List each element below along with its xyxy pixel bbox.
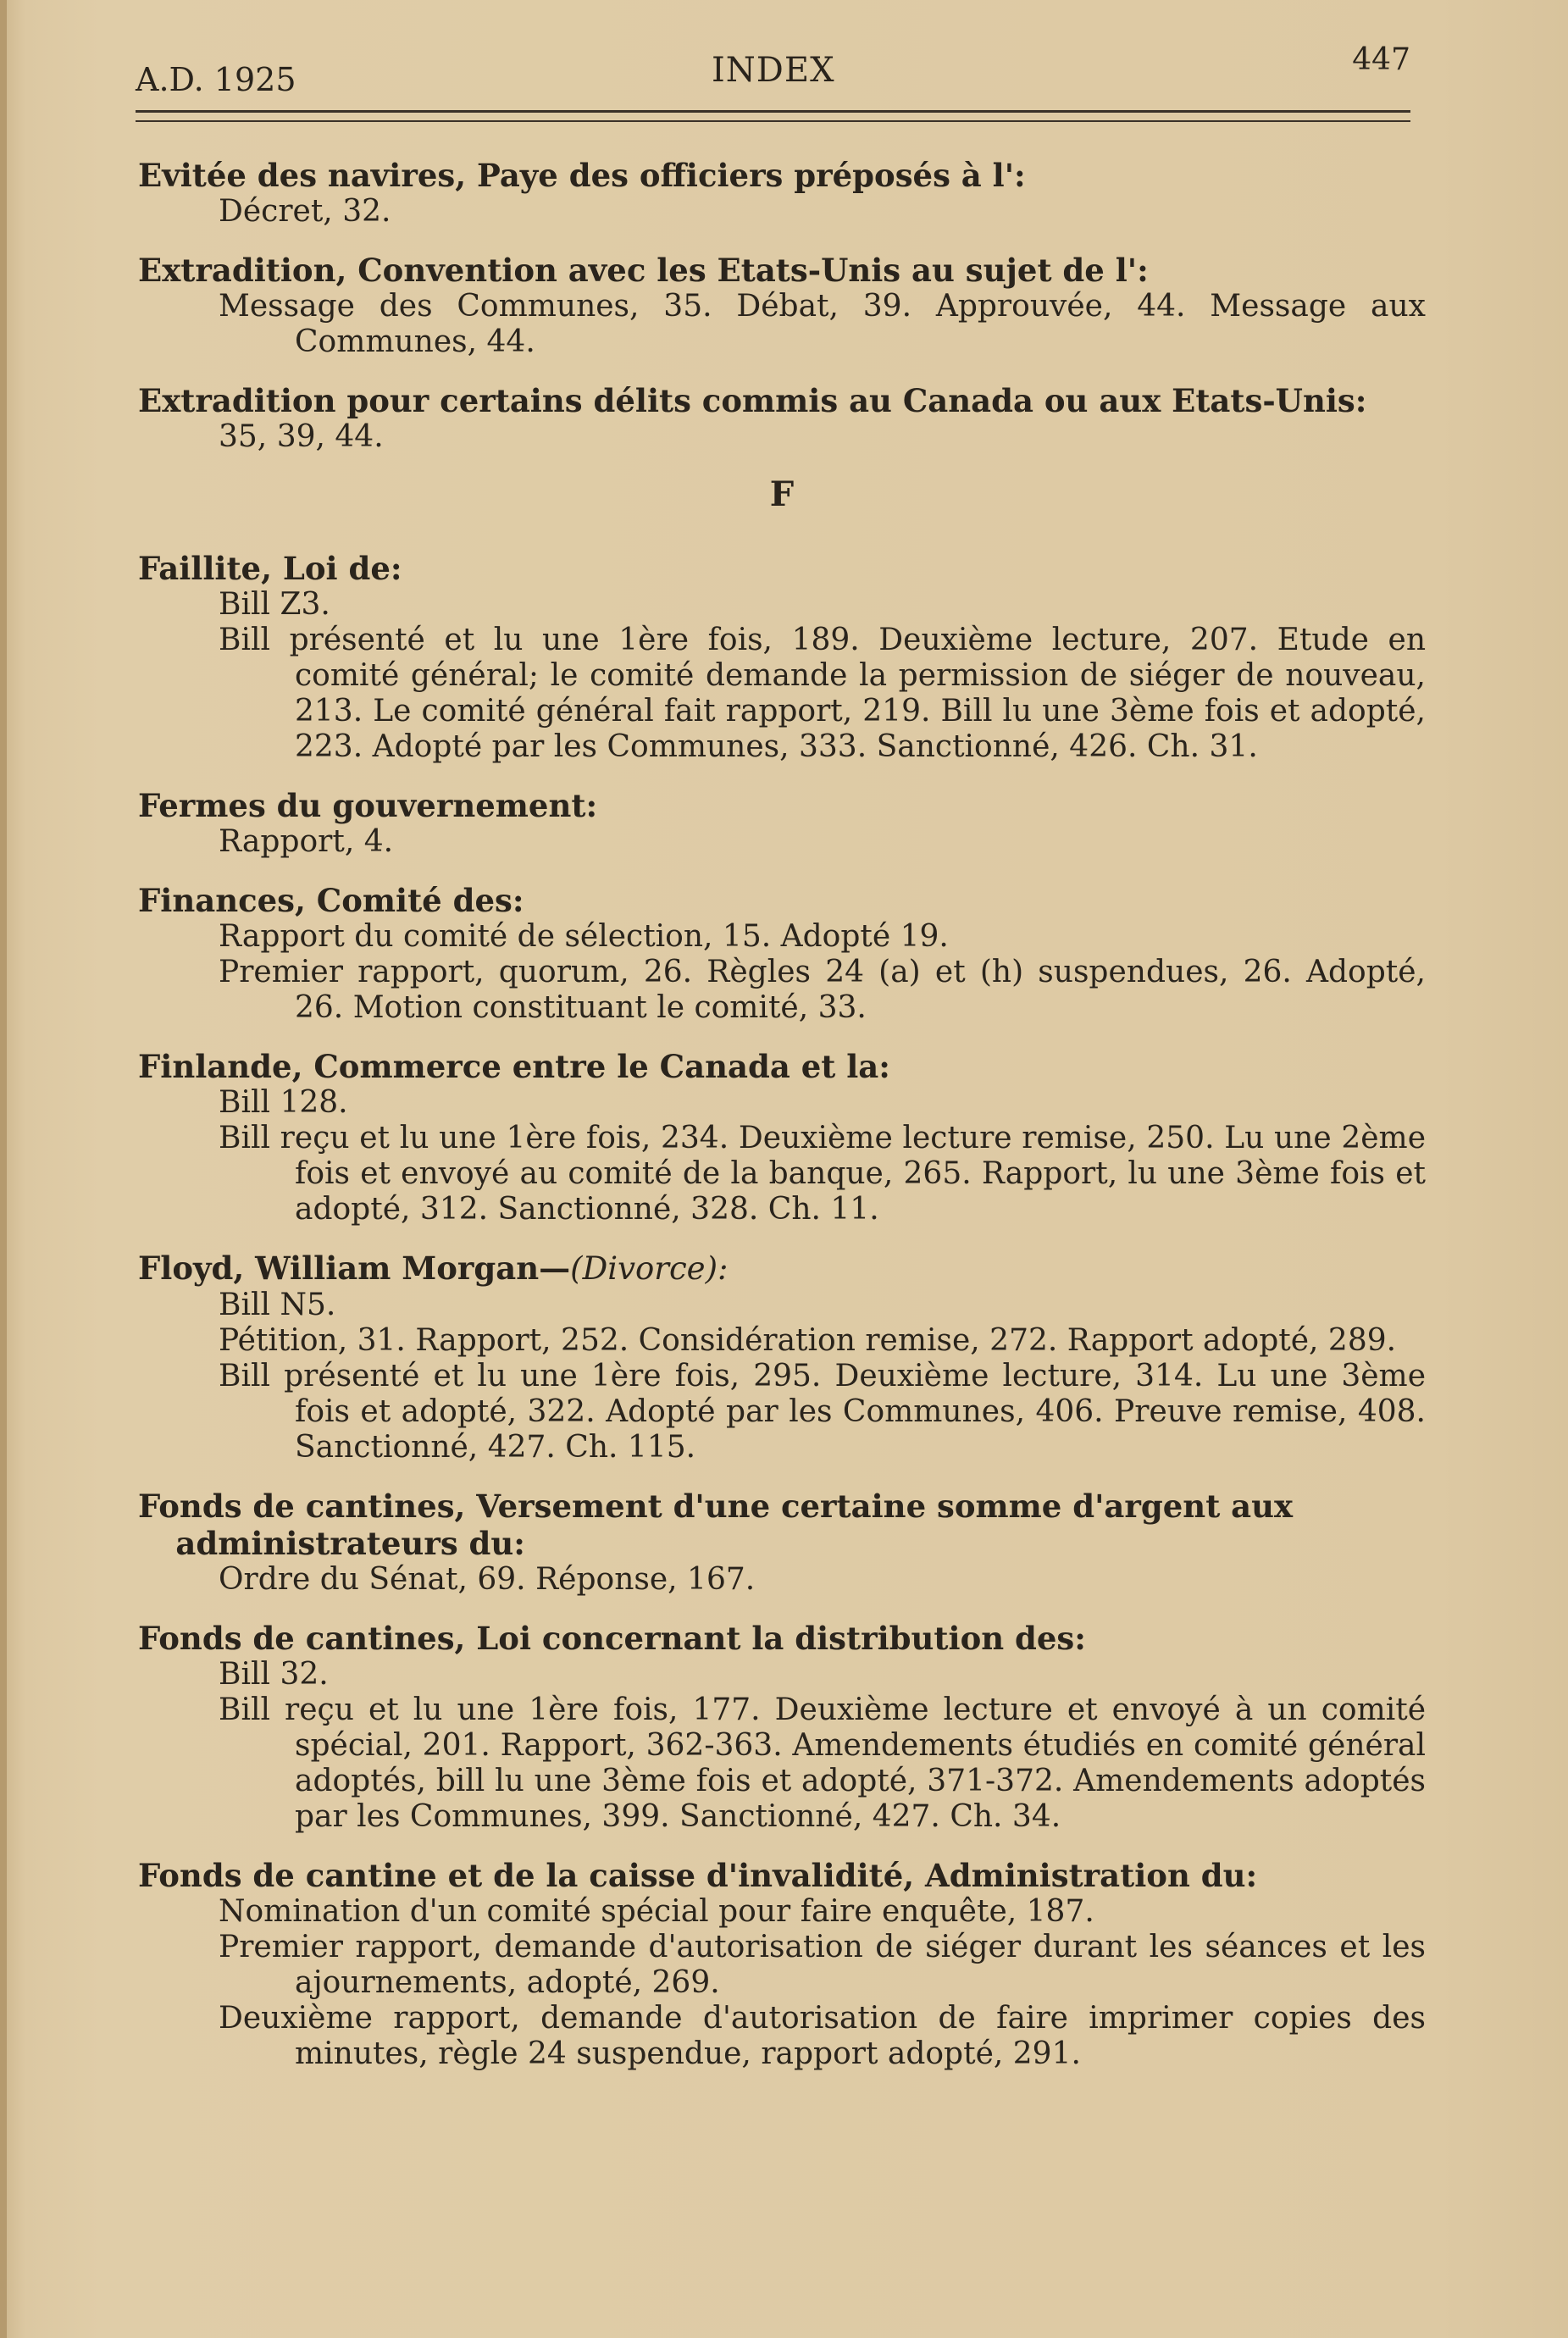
header-year: A.D. 1925 xyxy=(136,61,296,98)
page-edge xyxy=(0,0,7,2338)
entry-line: Pétition, 31. Rapport, 252. Considération remise, 272. Rapport adopté, 289. xyxy=(219,1323,1397,1358)
entry-heading: Finances, Comité des: xyxy=(138,882,524,919)
entry-heading: Fonds de cantines, Versement d'une certaine somme d'argent aux administrateurs du: xyxy=(138,1488,1294,1562)
entry-line: Ordre du Sénat, 69. Réponse, 167. xyxy=(219,1562,756,1597)
entry-heading: Evitée des navires, Paye des officiers préposés à l': xyxy=(138,157,1026,194)
index-content xyxy=(138,157,1426,2094)
index-entry xyxy=(138,550,1426,765)
index-entry xyxy=(138,1620,1426,1835)
entry-heading: Fonds de cantine et de la caisse d'invalidité, Administration du: xyxy=(138,1857,1258,1894)
entry-line: Rapport du comité de sélection, 15. Adopté 19. xyxy=(219,919,949,954)
entry-heading xyxy=(138,1249,1426,1288)
header-title: INDEX xyxy=(712,51,835,90)
entry-line: Nomination d'un comité spécial pour faire enquête, 187. xyxy=(219,1894,1094,1929)
index-entry xyxy=(138,787,1426,860)
entry-line: Bill présenté et lu une 1ère fois, 295. Deuxième lecture, 314. Lu une 3ème fois et adopté, 322. Adopté par les Communes, 406. Preuve remise, 408. Sanctionné, 427. Ch. 115. xyxy=(219,1359,1426,1465)
index-entry xyxy=(138,382,1426,455)
entry-line: Rapport, 4. xyxy=(219,824,394,859)
entry-line: 35, 39, 44. xyxy=(219,419,384,454)
entry-heading-name: Floyd, William Morgan— xyxy=(138,1249,571,1287)
index-entry xyxy=(138,157,1426,230)
entry-line: Premier rapport, quorum, 26. Règles 24 (a) et (h) suspendues, 26. Adopté, 26. Motion constituant le comité, 33. xyxy=(219,955,1426,1025)
entry-line: Bill N5. xyxy=(219,1288,336,1322)
entry-heading: Fermes du gouvernement: xyxy=(138,787,598,824)
entry-line: Message des Communes, 35. Débat, 39. Approuvée, 44. Message aux Communes, 44. xyxy=(219,289,1426,359)
entry-line: Premier rapport, demande d'autorisation de siéger durant les séances et les ajournements, adopté, 269. xyxy=(219,1930,1426,2000)
header-rule-bottom xyxy=(136,120,1410,122)
index-entry xyxy=(138,1048,1426,1227)
entry-heading: Faillite, Loi de: xyxy=(138,550,402,587)
entry-line: Bill Z3. xyxy=(219,587,330,622)
entry-heading: Extradition pour certains délits commis au Canada ou aux Etats-Unis: xyxy=(138,382,1367,419)
entry-line: Bill 32. xyxy=(219,1657,329,1692)
entry-line: Bill reçu et lu une 1ère fois, 177. Deuxième lecture et envoyé à un comité spécial, 201. Rapport, 362-363. Amendements étudiés en comité général adoptés, bill lu une 3ème fois et adopté, 371-372. Amendements adoptés par les Communes, 399. Sanctionné, 427. Ch. 34. xyxy=(219,1693,1426,1834)
page-number: 447 xyxy=(1352,42,1410,77)
entry-line: Bill présenté et lu une 1ère fois, 189. Deuxième lecture, 207. Etude en comité général; le comité demande la permission de siéger de nouveau, 213. Le comité général fait rapport, 219. Bill lu une 3ème fois et adopté, 223. Adopté par les Communes, 333. Sanctionné, 426. Ch. 31. xyxy=(219,623,1426,764)
index-entry xyxy=(138,252,1426,360)
entry-heading-divorce: (Divorce): xyxy=(570,1250,729,1287)
entry-line: Bill 128. xyxy=(219,1085,348,1120)
entry-heading: Extradition, Convention avec les Etats-Unis au sujet de l': xyxy=(138,252,1149,289)
entry-heading: Finlande, Commerce entre le Canada et la: xyxy=(138,1048,890,1085)
index-entry xyxy=(138,1488,1426,1598)
index-entry xyxy=(138,1249,1426,1465)
index-entry xyxy=(138,1857,1426,2072)
index-entry xyxy=(138,882,1426,1026)
section-letter: F xyxy=(769,474,795,514)
entry-line: Deuxième rapport, demande d'autorisation de faire imprimer copies des minutes, règle 24 suspendue, rapport adopté, 291. xyxy=(219,2001,1426,2071)
page-header xyxy=(136,41,1410,108)
entry-heading: Fonds de cantines, Loi concernant la distribution des: xyxy=(138,1620,1086,1657)
entry-line: Bill reçu et lu une 1ère fois, 234. Deuxième lecture remise, 250. Lu une 2ème fois et envoyé au comité de la banque, 265. Rapport, lu une 3ème fois et adopté, 312. Sanctionné, 328. Ch. 11. xyxy=(219,1121,1426,1227)
header-rule-top xyxy=(136,110,1410,113)
entry-line: Décret, 32. xyxy=(219,194,391,229)
